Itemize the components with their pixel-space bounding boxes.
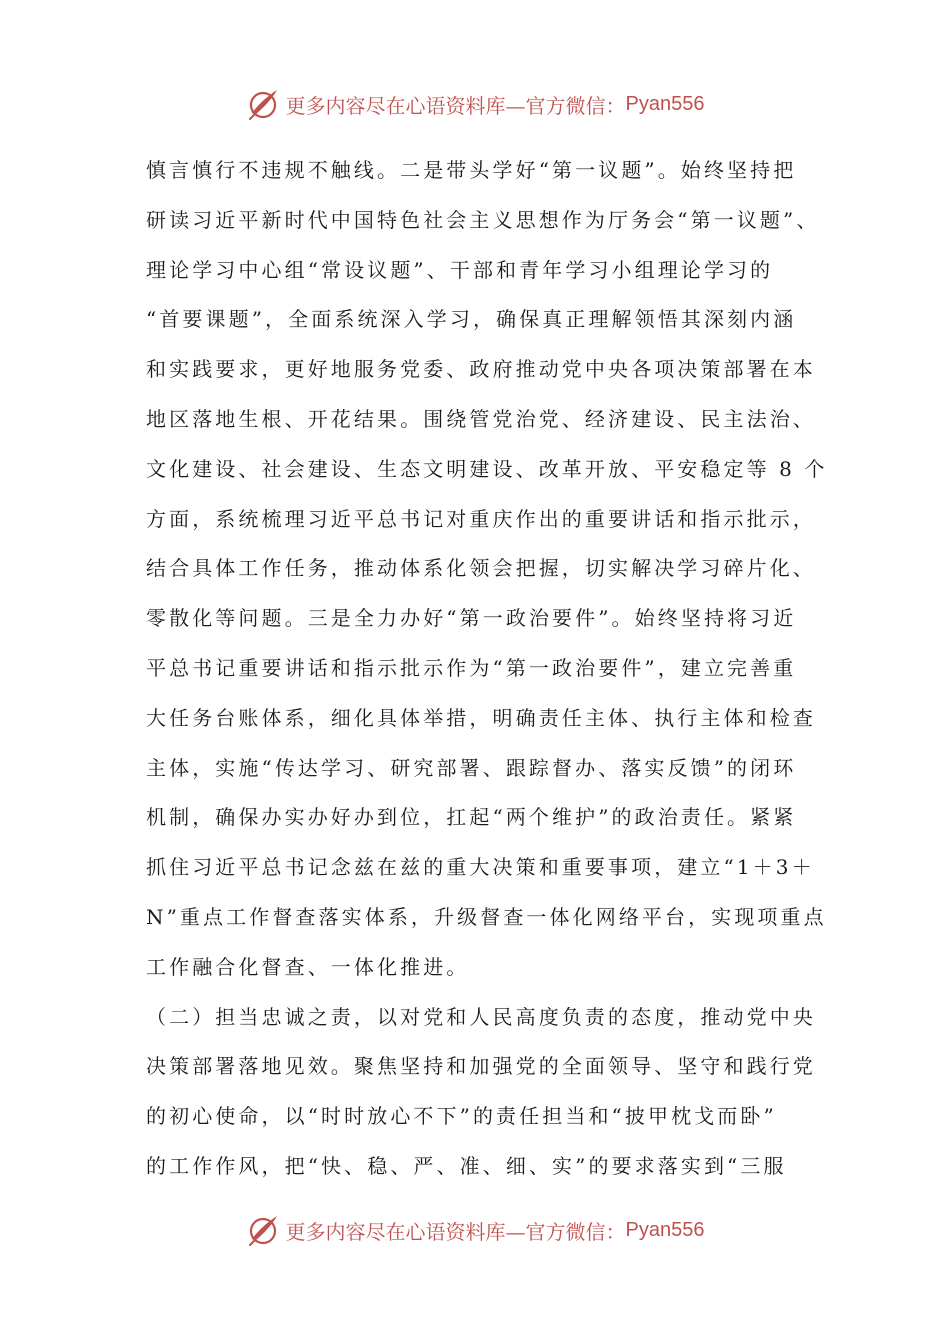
body-line: 的初心使命，以“时时放心不下”的责任担当和“披甲枕戈而卧” [146,1104,777,1129]
body-line: 文化建设、社会建设、生态文明建设、改革开放、平安稳定等 8 个 [146,456,828,481]
body-line: （二）担当忠诚之责，以对党和人民高度负责的态度，推动党中央 [146,1004,816,1029]
body-line: 工作融合化督查、一体化推进。 [146,954,470,979]
body-line: 结合具体工作任务，推动体系化领会把握，切实解决学习碎片化、 [146,556,816,581]
body-line: 零散化等问题。三是全力办好“第一政治要件”。始终坚持将习近 [146,606,797,631]
body-line: 决策部署落地见效。聚焦坚持和加强党的全面领导、坚守和践行党 [146,1054,816,1079]
footer-banner [0,1210,950,1250]
body-line: 地区落地生根、开花结果。围绕管党治党、经济建设、民主法治、 [146,406,816,431]
body-line: 平总书记重要讲话和指示批示作为“第一政治要件”，建立完善重 [146,655,797,680]
body-line: 机制，确保办实办好办到位，扛起“两个维护”的政治责任。紧紧 [146,805,797,830]
body-line: 大任务台账体系，细化具体举措，明确责任主体、执行主体和检查 [146,705,816,730]
body-line: 理论学习中心组“常设议题”、干部和青年学习小组理论学习的 [146,257,774,282]
header-banner-text: 更多内容尽在心语资料库—官方微信： [285,93,626,118]
body-line: 慎言慎行不违规不触线。二是带头学好“第一议题”。始终坚持把 [146,158,797,182]
body-line: 抓住习近平总书记念兹在兹的重大决策和重要事项，建立“1＋3＋ [146,855,815,880]
quill-logo-icon [246,1213,280,1247]
footer-wechat-id: Pyan556 [625,1218,705,1241]
body-line: 的工作作风，把“快、稳、严、准、细、实”的要求落实到“三服 [146,1153,787,1178]
body-line: 研读习近平新时代中国特色社会主义思想作为厅务会“第一议题”、 [146,207,820,232]
footer-banner-text: 更多内容尽在心语资料库—官方微信： [285,1219,626,1244]
document-body [146,146,826,1192]
body-line: “首要课题”，全面系统深入学习，确保真正理解领悟其深刻内涵 [146,307,797,332]
body-line: 和实践要求，更好地服务党委、政府推动党中央各项决策部署在本 [146,357,816,382]
header-banner [0,84,950,124]
body-line: N”重点工作督查落实体系，升级督查一体化网络平台，实现项重点 [146,904,827,929]
quill-logo-icon [246,87,280,121]
body-line: 方面，系统梳理习近平总书记对重庆作出的重要讲话和指示批示， [146,506,816,531]
body-line: 主体，实施“传达学习、研究部署、跟踪督办、落实反馈”的闭环 [146,755,797,780]
header-wechat-id: Pyan556 [625,92,705,115]
